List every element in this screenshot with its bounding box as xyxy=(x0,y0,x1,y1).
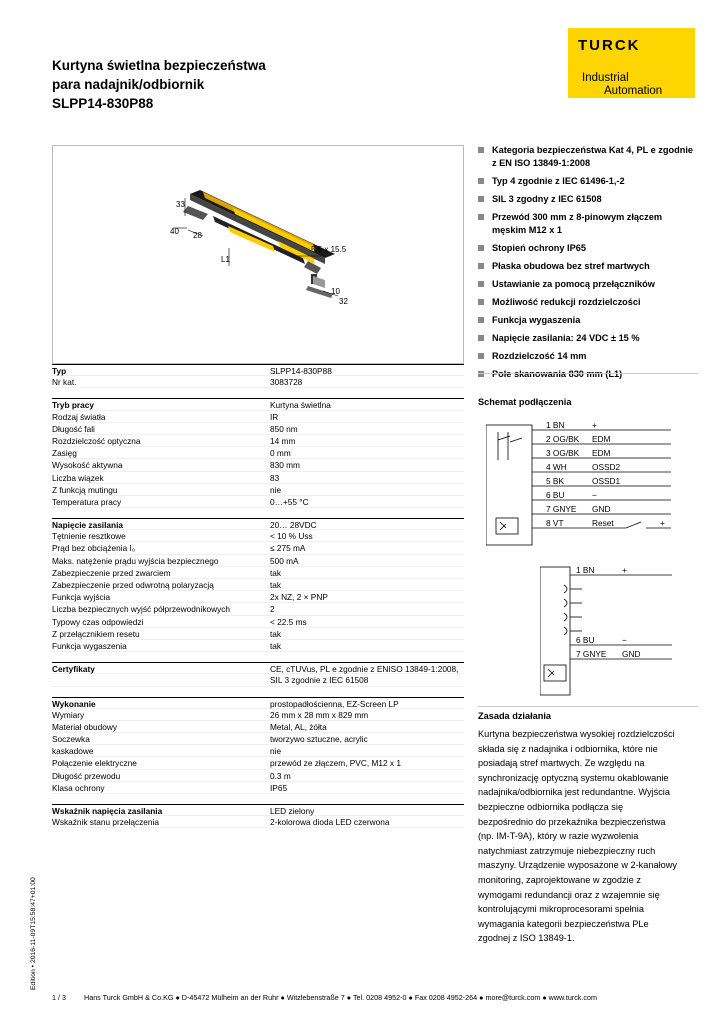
pin-label: 1 BN xyxy=(546,420,565,430)
spec-table xyxy=(52,364,464,828)
feature-item: Funkcja wygaszenia xyxy=(478,314,698,327)
page-title xyxy=(52,56,266,113)
table-row: Nr kat. 3083728 xyxy=(52,376,464,388)
title-line-1: Kurtyna świetlna bezpieczeństwa xyxy=(52,58,266,73)
signal-label: Reset xyxy=(592,518,614,528)
table-row: Tryb pracy Kurtyna świetlna xyxy=(52,398,464,410)
table-row: Wysokość aktywna 830 mm xyxy=(52,459,464,471)
table-row: Liczba bezpiecznych wyjść półprzewodnikowych 2 xyxy=(52,603,464,615)
feature-list xyxy=(478,144,698,386)
table-row: Certyfikaty CE, cTUVus, PL e zgodnie z ENISO 13849-1:2008, xyxy=(52,662,464,674)
table-row: Typowy czas odpowiedzi < 22.5 ms xyxy=(52,616,464,628)
table-row: Zabezpieczenie przed zwarciem tak xyxy=(52,567,464,579)
signal-label: OSSD2 xyxy=(592,462,621,472)
bullet-square-icon xyxy=(478,214,484,220)
pin-label: 6 BU xyxy=(576,635,595,645)
tagline-line-1: Industrial xyxy=(582,72,629,84)
dim-l1-label: L1 xyxy=(221,255,230,264)
dim-10-label: 10 xyxy=(331,287,340,296)
feature-item: Kategoria bezpieczeństwa Kat 4, PL e zgodnie z EN ISO 13849-1:2008 xyxy=(478,144,698,170)
feature-item: Rozdzielczość 14 mm xyxy=(478,350,698,363)
table-row: Napięcie zasilania 20… 28VDC xyxy=(52,518,464,530)
bullet-square-icon xyxy=(478,353,484,359)
bullet-square-icon xyxy=(478,147,484,153)
table-row: Klasa ochrony IP65 xyxy=(52,782,464,794)
dim-28-label: 28 xyxy=(193,231,202,240)
dim-slot-label: 5.5 x 15.5 xyxy=(311,245,347,254)
table-row: kaskadowe nie xyxy=(52,745,464,757)
signal-label: − xyxy=(622,635,627,645)
pin-label: 8 VT xyxy=(546,518,564,528)
table-row: Funkcja wyjścia 2x NZ, 2 × PNP xyxy=(52,591,464,603)
table-row: Tętnienie resztkowe < 10 % Uss xyxy=(52,530,464,542)
bullet-square-icon xyxy=(478,178,484,184)
table-row: Funkcja wygaszenia tak xyxy=(52,640,464,652)
company-info: Hans Turck GmbH & Co.KG ● D-45472 Mülheim an der Ruhr ● Witzlebenstraße 7 ● Tel. 0208 4952-0 ● Fax 0208 4952-264 ● more@turck.com ● www.turck.com xyxy=(84,993,597,1002)
table-row: Prąd bez obciążenia I₀ ≤ 275 mA xyxy=(52,542,464,554)
title-line-2: para nadajnik/odbiornik xyxy=(52,77,205,92)
bullet-square-icon xyxy=(478,281,484,287)
feature-item: Napięcie zasilania: 24 VDC ± 15 % xyxy=(478,332,698,345)
table-row: Wykonanie prostopadłościenna, EZ-Screen LP xyxy=(52,697,464,709)
section-divider xyxy=(478,373,698,374)
bullet-square-icon xyxy=(478,335,484,341)
feature-item: Płaska obudowa bez stref martwych xyxy=(478,260,698,273)
pin-label: 7 GNYE xyxy=(546,504,577,514)
edition-stamp: Edition • 2016-11-09T15:58:47+01:00 xyxy=(30,877,37,990)
signal-label: EDM xyxy=(592,448,611,458)
table-row: Zasięg 0 mm xyxy=(52,447,464,459)
tagline-line-2: Automation xyxy=(604,85,663,97)
page-number: 1 / 3 xyxy=(52,993,66,1002)
signal-label: GND xyxy=(592,504,611,514)
table-row: Maks. natężenie prądu wyjścia bezpiecznego 500 mA xyxy=(52,555,464,567)
pin-label: 3 OG/BK xyxy=(546,448,580,458)
signal-label: − xyxy=(592,490,597,500)
wiring-title: Schemat podłączenia xyxy=(478,397,572,407)
table-row: Liczba wiązek 83 xyxy=(52,472,464,484)
section-divider xyxy=(478,706,698,707)
bullet-square-icon xyxy=(478,196,484,202)
dim-33-label: 33 xyxy=(176,200,185,209)
pin-label: 4 WH xyxy=(546,462,567,472)
signal-label: EDM xyxy=(592,434,611,444)
table-row: Rozdzielczość optyczna 14 mm xyxy=(52,435,464,447)
table-row: SIL 3 zgodnie z IEC 61508 xyxy=(52,674,464,686)
signal-label: GND xyxy=(622,649,641,659)
table-row: Zabezpieczenie przed odwrotną polaryzacją tak xyxy=(52,579,464,591)
title-line-3: SLPP14-830P88 xyxy=(52,96,154,111)
receiver-wiring-diagram xyxy=(486,420,686,550)
logo-text: TURCK xyxy=(578,37,641,54)
table-row: Wskaźnik napięcia zasilania LED zielony xyxy=(52,804,464,816)
table-row: Z funkcją mutingu nie xyxy=(52,484,464,496)
table-row: Połączenie elektryczne przewód ze złączem, PVC, M12 x 1 xyxy=(52,757,464,769)
bullet-square-icon xyxy=(478,371,484,377)
dim-40-label: 40 xyxy=(170,227,179,236)
signal-label: + xyxy=(622,565,627,575)
feature-item: Ustawianie za pomocą przełączników xyxy=(478,278,698,291)
feature-item: Przewód 300 mm z 8-pinowym złączem męskim M12 x 1 xyxy=(478,211,698,237)
reset-plus-label: + xyxy=(660,518,665,528)
light-curtain-drawing xyxy=(53,146,463,363)
table-row: Typ SLPP14-830P88 xyxy=(52,364,464,376)
feature-item: Możliwość redukcji rozdzielczości xyxy=(478,296,698,309)
bullet-square-icon xyxy=(478,299,484,305)
signal-label: + xyxy=(592,420,597,430)
page-footer xyxy=(52,993,597,1002)
pin-label: 1 BN xyxy=(576,565,595,575)
table-row: Soczewka tworzywo sztuczne, acrylic xyxy=(52,733,464,745)
feature-item: SIL 3 zgodny z IEC 61508 xyxy=(478,193,698,206)
table-row: Materiał obudowy Metal, AL, żółta xyxy=(52,721,464,733)
emitter-wiring-diagram xyxy=(540,565,700,700)
bullet-square-icon xyxy=(478,263,484,269)
table-row: Długość przewodu 0.3 m xyxy=(52,770,464,782)
feature-item: Pole skanowania 830 mm (L1) xyxy=(478,368,698,381)
table-row: Temperatura pracy 0…+55 °C xyxy=(52,496,464,508)
table-row: Wymiary 26 mm x 28 mm x 829 mm xyxy=(52,709,464,721)
operation-title: Zasada działania xyxy=(478,711,552,721)
bullet-square-icon xyxy=(478,245,484,251)
dim-32-label: 32 xyxy=(339,297,348,306)
pin-label: 6 BU xyxy=(546,490,565,500)
table-row: Z przełącznikiem resetu tak xyxy=(52,628,464,640)
pin-label: 5 BK xyxy=(546,476,564,486)
table-row: Długość fali 850 nm xyxy=(52,423,464,435)
pin-label: 7 GNYE xyxy=(576,649,607,659)
feature-item: Stopień ochrony IP65 xyxy=(478,242,698,255)
signal-label: OSSD1 xyxy=(592,476,621,486)
feature-item: Typ 4 zgodnie z IEC 61496-1,-2 xyxy=(478,175,698,188)
product-drawing xyxy=(52,145,464,364)
bullet-square-icon xyxy=(478,317,484,323)
table-row: Rodzaj światła IR xyxy=(52,411,464,423)
operation-text: Kurtyna bezpieczeństwa wysokiej rozdzielczości składa się z nadajnika i odbiornika, które nie posiadają stref martwych. Ze względu na synchronizację optyczną systemu okablowanie nadajnika/odbiornika jest redundantne. Wyjścia bezpieczne odbiornika podłącza się bezpośrednio do przekaźnika bezpieczeństwa (np. IM-T-9A), który w razie wyzwolenia natychmiast zatrzymuje niebezpieczny ruch maszyny. Urządzenie wyposażone w 2-kanałowy monitoring, zaprojektowane w zgodzie z wymogami redundancji oraz z wzajemnie się kontrolującymi mikroprocesorami spełnia wymagania kategorii bezpieczeństwa PLe zgodnej z ISO 13849-1. xyxy=(478,729,677,944)
pin-label: 2 OG/BK xyxy=(546,434,580,444)
table-row: Wskaźnik stanu przełączenia 2-kolorowa dioda LED czerwona xyxy=(52,816,464,828)
